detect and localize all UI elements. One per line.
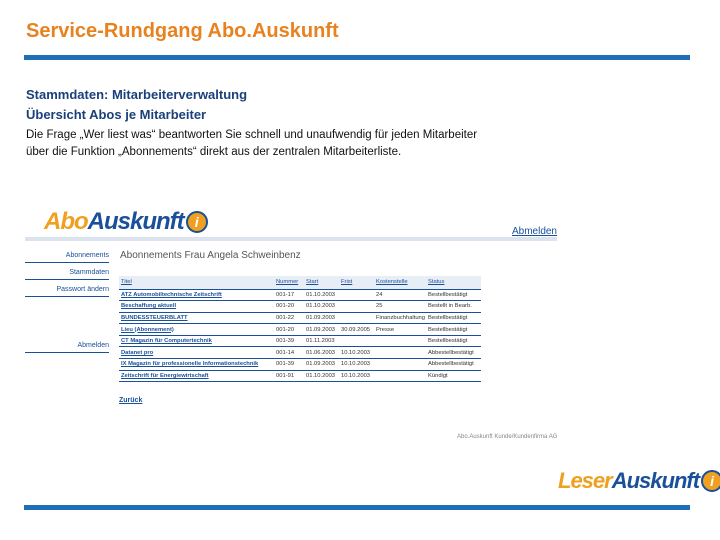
aboauskunft-logo [44, 207, 208, 237]
logout-link-top[interactable]: Abmelden [511, 226, 557, 237]
table-cell: Bestellbestätigt [426, 289, 481, 301]
column-header-status[interactable]: Status [426, 276, 481, 289]
app-sidebar [25, 248, 109, 299]
subscriptions-title: Abonnements Frau Angela Schweinbenz [120, 250, 301, 261]
info-icon-footer: i [701, 470, 720, 492]
table-cell: 001-91 [274, 370, 304, 382]
table-row [119, 312, 481, 324]
table-cell: 01.10.2003 [304, 370, 339, 382]
table-cell: 10.10.2003 [339, 347, 374, 359]
app-header-bar [25, 237, 557, 241]
table-cell [374, 335, 426, 347]
table-row [119, 347, 481, 359]
table-cell: Abbestellbestätigt [426, 359, 481, 371]
column-header-titel[interactable]: Titel [119, 276, 274, 289]
table-cell: 01.11.2003 [304, 335, 339, 347]
top-divider [24, 55, 690, 60]
slide-title: Service-Rundgang Abo.Auskunft [26, 20, 339, 42]
table-cell: 01.09.2003 [304, 312, 339, 324]
table-cell: Bestellbestätigt [426, 324, 481, 336]
table-cell: Kündigt [426, 370, 481, 382]
footer-note: Abo.Auskunft Kunde/Kundenfirma AG [457, 434, 558, 440]
description-line-1: Die Frage „Wer liest was“ beantworten Sie schnell und unaufwendig für jeden Mitarbeiter [26, 129, 478, 141]
table-cell [339, 312, 374, 324]
description [26, 127, 586, 161]
column-header-start[interactable]: Start [304, 276, 339, 289]
table-cell [374, 359, 426, 371]
subscription-title-link[interactable]: ATZ Automobiltechnische Zeitschrift [119, 289, 274, 301]
table-cell [339, 335, 374, 347]
table-row [119, 335, 481, 347]
table-cell: 001-39 [274, 335, 304, 347]
column-header-nummer[interactable]: Nummer [274, 276, 304, 289]
nav-item-abmelden[interactable]: Abmelden [25, 338, 109, 353]
subscription-title-link[interactable]: IX Magazin für professionelle Informationstechnik [119, 359, 274, 371]
table-cell: Finanzbuchhaltung [374, 312, 426, 324]
table-cell [339, 301, 374, 313]
table-row [119, 301, 481, 313]
table-cell: Bestellt in Bearb. [426, 301, 481, 313]
logo-text-leser: Leser [558, 468, 612, 493]
subscription-title-link[interactable]: Beschaffung aktuell [119, 301, 274, 313]
table-cell: 01.06.2003 [304, 347, 339, 359]
section-heading: Stammdaten: Mitarbeiterverwaltung [26, 87, 248, 102]
subscription-title-link[interactable]: BUNDESSTEUERBLATT [119, 312, 274, 324]
table-cell: 001-20 [274, 324, 304, 336]
nav-item-stammdaten[interactable]: Stammdaten [25, 265, 109, 280]
table-cell [374, 347, 426, 359]
table-row [119, 370, 481, 382]
logo-text-abo: Abo [44, 208, 88, 235]
subscription-title-link[interactable]: Zeitschrift für Energiewirtschaft [119, 370, 274, 382]
table-cell: 24 [374, 289, 426, 301]
table-cell: Bestellbestätigt [426, 335, 481, 347]
table-cell: 001-39 [274, 359, 304, 371]
table-cell: 001-20 [274, 301, 304, 313]
description-line-2: über die Funktion „Abonnements“ direkt aus der zentralen Mitarbeiterliste. [26, 146, 402, 158]
app-screenshot [25, 200, 557, 500]
back-link[interactable]: Zurück [119, 397, 143, 404]
table-cell: 01.10.2003 [304, 301, 339, 313]
table-cell [374, 370, 426, 382]
table-header-row [119, 276, 481, 289]
table-row [119, 359, 481, 371]
leserauskunft-logo [558, 466, 720, 496]
table-cell: Presse [374, 324, 426, 336]
info-icon: i [186, 211, 208, 233]
column-header-kostenstelle[interactable]: Kostenstelle [374, 276, 426, 289]
sidebar-logout [25, 338, 109, 355]
table-cell: Bestellbestätigt [426, 312, 481, 324]
table-cell: 001-22 [274, 312, 304, 324]
table-cell: 001-14 [274, 347, 304, 359]
table-row [119, 324, 481, 336]
nav-item-abonnements[interactable]: Abonnements [25, 248, 109, 263]
section-subheading: Übersicht Abos je Mitarbeiter [26, 107, 207, 122]
table-cell: 30.09.2005 [339, 324, 374, 336]
bottom-divider [24, 505, 690, 510]
subscription-title-link[interactable]: Lieu (Abonnement) [119, 324, 274, 336]
subscriptions-table [119, 276, 481, 382]
subscription-title-link[interactable]: CT Magazin für Computertechnik [119, 335, 274, 347]
subscription-title-link[interactable]: Datanet pro [119, 347, 274, 359]
logo-text-auskunft-footer: Auskunft [611, 468, 700, 493]
logo-text-auskunft: Auskunft [87, 208, 184, 235]
table-row [119, 289, 481, 301]
table-cell: 10.10.2003 [339, 370, 374, 382]
table-cell: 01.10.2003 [304, 289, 339, 301]
table-cell: 25 [374, 301, 426, 313]
table-cell: 10.10.2003 [339, 359, 374, 371]
table-cell: Abbestellbestätigt [426, 347, 481, 359]
table-cell [339, 289, 374, 301]
table-cell: 001-17 [274, 289, 304, 301]
table-cell: 01.09.2003 [304, 324, 339, 336]
nav-item-passwort[interactable]: Passwort ändern [25, 282, 109, 297]
column-header-frist[interactable]: Frist [339, 276, 374, 289]
table-cell: 01.09.2003 [304, 359, 339, 371]
